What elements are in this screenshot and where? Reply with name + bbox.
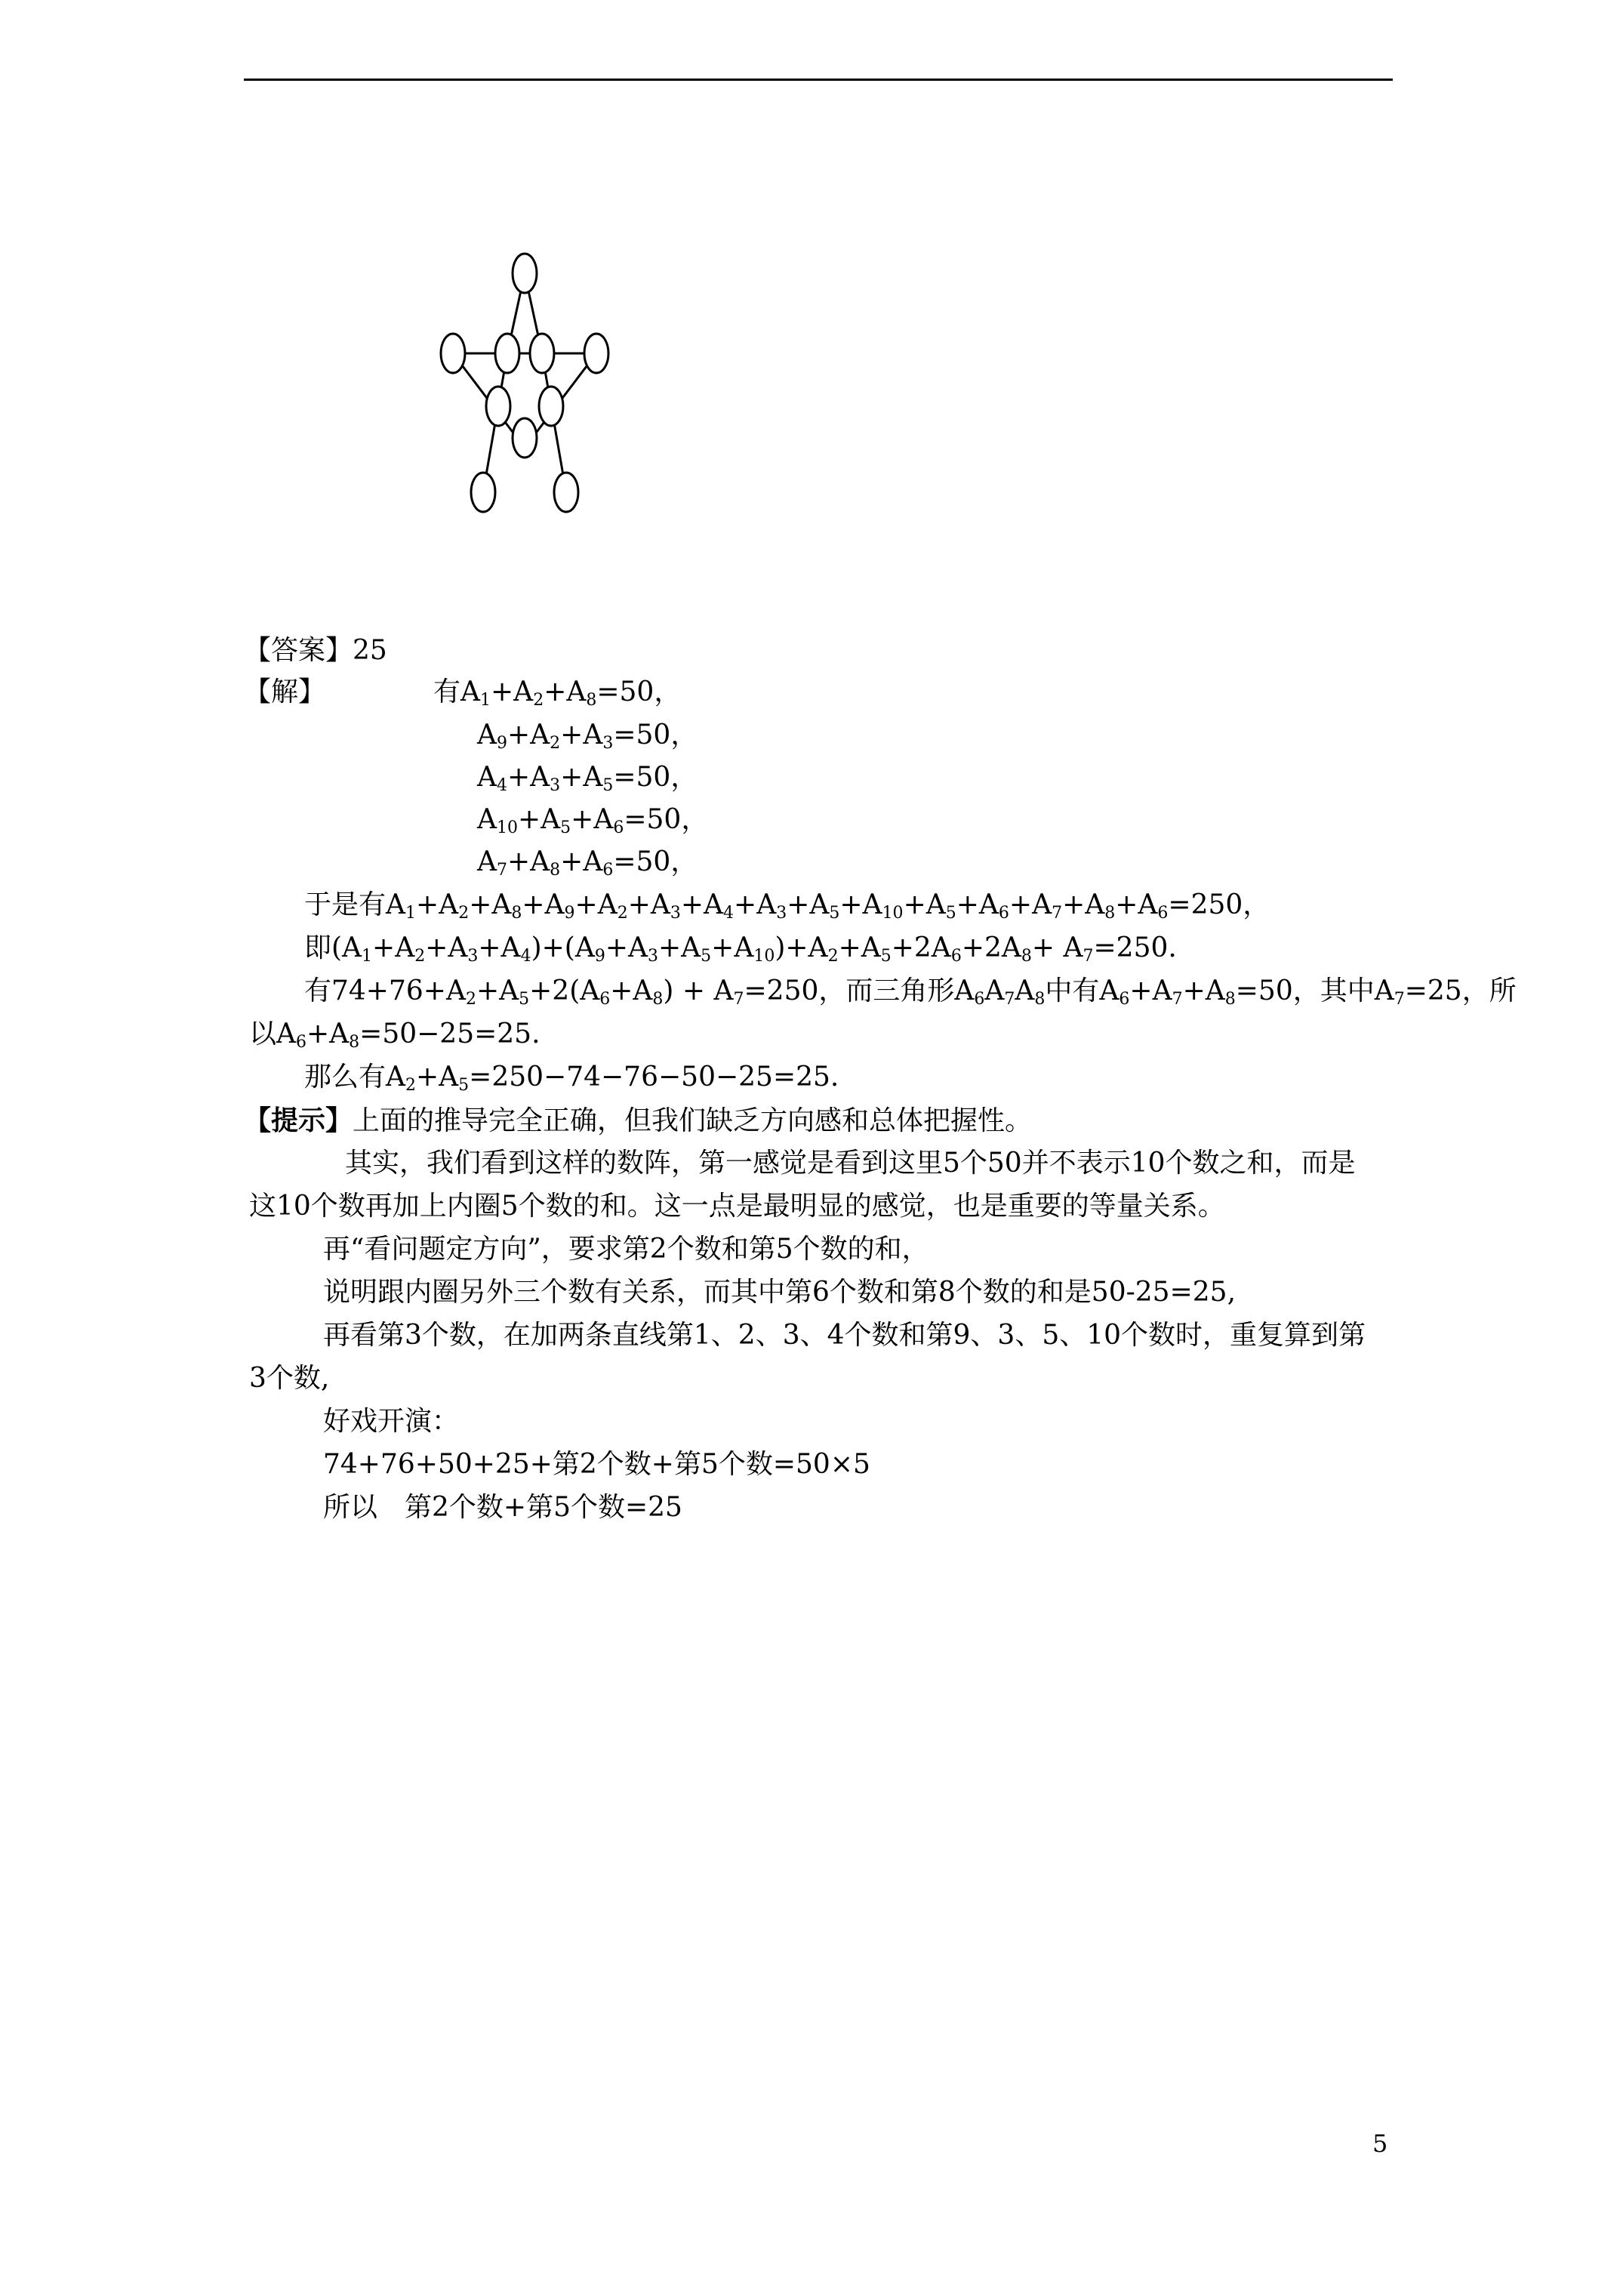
equation: $A_4+A_3+A_5=50$， — [477, 762, 698, 795]
node-left — [441, 334, 465, 373]
hint-label: 【提示】 — [244, 1105, 353, 1136]
solution-prefix: 有 — [433, 676, 461, 707]
equation-line — [477, 844, 698, 880]
sum-prefix: 于是有 — [304, 889, 387, 920]
group-line: 即$(A_1+A_2+A_3+A_4)+(A_9+A_3+A_5+A_{10})+A_2+A_5+2A_6+2A_8+ A_7=250$. — [304, 932, 1177, 966]
hint-paragraph: 再“看问题定方向”，要求第2个数和第5个数的和， — [323, 1234, 929, 1265]
derivation-line-2: 以$A_6+A_8=50-25=25$. — [249, 1019, 540, 1052]
hint-paragraph: 3个数, — [249, 1363, 330, 1394]
page-number: 5 — [1372, 2129, 1388, 2158]
hint-text: 上面的推导完全正确，但我们缺乏方向感和总体把握性。 — [353, 1105, 1033, 1136]
hint-paragraph: 说明跟内圈另外三个数有关系，而其中第6个数和第8个数的和是50-25=25, — [323, 1277, 1236, 1308]
equation-line — [477, 760, 698, 796]
node-right — [584, 334, 608, 373]
sum-terms: $A_1+A_2+A_8+A_9+A_2+A_3+A_4+A_3+A_5+A_{10}+A_5+A_6+A_7+A_8+A_6=250$， — [386, 889, 1270, 923]
answer-line — [244, 633, 387, 669]
equation-line — [477, 717, 698, 754]
equation: $A_7+A_8+A_6=50$， — [477, 846, 698, 880]
node-inner-upper-left — [495, 334, 519, 373]
derivation-line-1: 有$74+76+A_2+A_5+2(A_6+A_8) + A_7=250$，而三角形$A_6A_7A_8$中有$A_6+A_7+A_8=50$，其中$A_7=25$，所 — [304, 975, 1517, 1009]
equation: $A_9+A_2+A_3=50$， — [477, 720, 698, 753]
answer-value: 25 — [353, 635, 387, 666]
hint-paragraph: 所以 第2个数+第5个数=25 — [323, 1492, 682, 1523]
node-inner-mid-left — [486, 387, 510, 426]
equation: $A_{10}+A_5+A_6=50$， — [477, 804, 709, 837]
equation-line — [477, 802, 708, 838]
solution-label: 【解】 — [244, 676, 326, 707]
node-inner-bottom — [513, 418, 537, 458]
final-line: 那么有$A_2+A_5=250-74-76-50-25=25$. — [304, 1062, 839, 1095]
equation-line — [433, 674, 681, 710]
hint-paragraph: 74+76+50+25+第2个数+第5个数=50×5 — [323, 1449, 870, 1480]
star-figure — [430, 242, 619, 529]
node-inner-upper-right — [530, 334, 554, 373]
node-bottom-left — [471, 473, 495, 512]
node-inner-mid-right — [539, 387, 563, 426]
hint-paragraph: 其实，我们看到这样的数阵，第一感觉是看到这里5个50并不表示10个数之和，而是 — [345, 1148, 1356, 1179]
hint-line — [244, 1102, 1032, 1139]
node-bottom-right — [554, 473, 578, 512]
equation: $A_1+A_2+A_8=50$， — [460, 676, 682, 710]
hint-paragraph: 再看第3个数，在加两条直线第1、2、3、4个数和第9、3、5、10个数时，重复算到第 — [323, 1320, 1366, 1351]
hint-paragraph: 这10个数再加上内圈5个数的和。这一点是最明显的感觉，也是重要的等量关系。 — [249, 1191, 1225, 1222]
answer-label: 【答案】 — [244, 635, 353, 666]
node-top — [513, 254, 537, 293]
header-rule — [244, 79, 1393, 81]
sum-line — [304, 887, 1270, 923]
hint-paragraph: 好戏开演： — [323, 1406, 460, 1437]
